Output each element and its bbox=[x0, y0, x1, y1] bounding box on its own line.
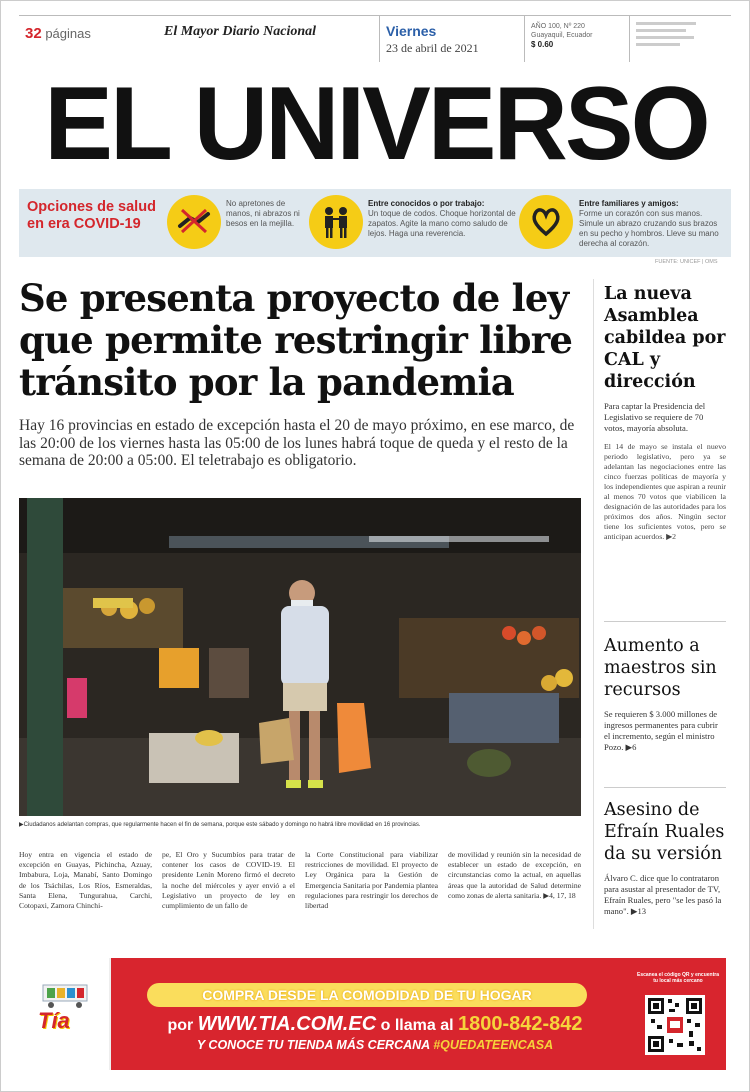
main-story-body bbox=[19, 850, 581, 930]
covid-tip-3-heading: Entre familiares y amigos: bbox=[579, 199, 679, 208]
masthead-logo[interactable]: EL UNIVERSO bbox=[44, 66, 708, 182]
sidebar-story-2-intro: Se requieren $ 3.000 millones de ingresos permanentes para cubrir el incremento, según el ministro Pozo. ▶6 bbox=[604, 709, 718, 752]
sidebar-story-ruales bbox=[604, 799, 726, 917]
weekday: Viernes bbox=[386, 23, 437, 39]
body-column-4: de movilidad y reunión sin la necesidad de establecer un estado de excepción, en circunstancias como la actual, en aquellas áreas que la autoridad de Salud determine como zonas de alerta sanitaria. ▶4, 17, 18 bbox=[448, 850, 581, 900]
edition-box bbox=[524, 16, 629, 62]
sidebar-story-3-intro: Álvaro C. dice que lo contrataron para asustar al presentador de TV, Efraín Ruales, pero "se les pasó la mano". ▶13 bbox=[604, 873, 722, 916]
sidebar-divider bbox=[604, 787, 726, 788]
ad-url[interactable]: WWW.TIA.COM.EC bbox=[197, 1013, 377, 1035]
covid-source: FUENTE: UNICEF | OMS bbox=[655, 259, 718, 265]
market-photo bbox=[19, 498, 581, 816]
edition-number: AÑO 100, Nº 220 bbox=[531, 23, 585, 30]
sidebar-story-teachers bbox=[604, 635, 726, 753]
covid-strip-title: Opciones de salud en era COVID-19 bbox=[27, 199, 156, 232]
ad-hashtag: #QUEDATEENCASA bbox=[433, 1038, 554, 1052]
ad-line-pre: por bbox=[167, 1017, 194, 1034]
covid-tips-strip bbox=[19, 189, 731, 257]
column-divider bbox=[593, 279, 594, 929]
tia-logo-panel bbox=[19, 958, 111, 1070]
sidebar-story-1-headline[interactable]: La nueva Asamblea cabildea por CAL y dirección bbox=[604, 284, 726, 392]
covid-tip-2 bbox=[368, 199, 516, 239]
page-count bbox=[25, 25, 91, 42]
date-box bbox=[379, 16, 524, 62]
ad-sub-text: Y CONOCE TU TIENDA MÁS CERCANA bbox=[196, 1038, 430, 1052]
ad-phone[interactable]: 1800-842-842 bbox=[457, 1013, 583, 1035]
page-count-label: páginas bbox=[45, 26, 91, 41]
photo-caption: ▶Ciudadanos adelantan compras, que regularmente hacen el fin de semana, porque este sábado y domingo no habrá libre movilidad en 16 provincias. bbox=[19, 822, 421, 828]
sidebar-story-assembly bbox=[604, 283, 726, 542]
ad-line-mid: o llama al bbox=[380, 1017, 454, 1034]
sidebar-story-1-intro: Para captar la Presidencia del Legislativo se requiere de 70 votos, mayoría absoluta. bbox=[604, 401, 706, 433]
heart-hands-icon bbox=[519, 195, 573, 249]
ad-contact-line bbox=[115, 1012, 635, 1038]
qr-code-icon[interactable] bbox=[645, 995, 705, 1055]
main-headline[interactable]: Se presenta proyecto de ley que permite restringir libre tránsito por la pandemia bbox=[19, 276, 573, 404]
body-column-3: la Corte Constitucional para viabilizar restricciones de movilidad. El proyecto de Ley Orgánica para la Gestión de Emergencia Sanitaria por Pandemia plantea regulaciones para restringir los derechos de libertad bbox=[305, 850, 438, 911]
issue-date: 23 de abril de 2021 bbox=[386, 41, 479, 55]
tia-brand: Tía bbox=[38, 1008, 70, 1033]
top-info-bar bbox=[19, 15, 731, 61]
main-dek: Hay 16 provincias en estado de excepción hasta el 20 de mayo próximo, en ese marco, de las 20:00 de los viernes hasta las 05:00 de los lunes habrá toque de queda y el resto de la semana de 20:00 a 05:00. El teletrabajo es obligatorio. bbox=[19, 417, 575, 469]
sidebar-story-1-body: El 14 de mayo se instala el nuevo periodo legislativo, pero ya se adelantan las negociaciones entre las cinco fuerzas políticas de mayoría y los independientes que aspiran a reunir al menos 70 votos que viabilicen la designación de las autoridades para los próximos dos años. Ningún sector tiene los suficientes votos, pero se anticipan acuerdos. ▶2 bbox=[604, 442, 726, 541]
covid-tip-1-text: No apretones de manos, ni abrazos ni besos en la mejilla. bbox=[226, 199, 300, 228]
no-handshake-icon bbox=[167, 195, 221, 249]
shopping-cart-icon bbox=[35, 983, 95, 1009]
covid-tip-1 bbox=[226, 199, 308, 229]
covid-tip-3-text: Forme un corazón con sus manos. Simule un abrazo cruzando sus brazos en su pecho y hombros. Lleve su mano derecha al corazón. bbox=[579, 209, 719, 248]
fine-print-box bbox=[629, 16, 731, 62]
sidebar-story-3-headline[interactable]: Asesino de Efraín Ruales da su versión bbox=[604, 800, 725, 864]
ad-subline bbox=[115, 1038, 635, 1052]
page-count-number: 32 bbox=[25, 25, 42, 42]
coworkers-icon bbox=[309, 195, 363, 249]
ad-headline-pill: COMPRA DESDE LA COMODIDAD DE TU HOGAR bbox=[147, 983, 587, 1007]
tagline: El Mayor Diario Nacional bbox=[164, 24, 317, 39]
sidebar-divider bbox=[604, 621, 726, 622]
covid-tip-3 bbox=[579, 199, 727, 249]
price: $ 0.60 bbox=[531, 40, 554, 49]
covid-tip-2-heading: Entre conocidos o por trabajo: bbox=[368, 199, 485, 208]
body-column-1: Hoy entra en vigencia el estado de excepción en Guayas, Pichincha, Azuay, Imbabura, Loja, Manabí, Santo Domingo de los Tsáchilas, Los Ríos, Esmeraldas, Santa Elena, Tungurahua, Carchi, Cotopaxi, Zamora Chinchi- bbox=[19, 850, 152, 911]
edition-city: Guayaquil, Ecuador bbox=[531, 32, 593, 39]
sidebar-story-2-headline[interactable]: Aumento a maestros sin recursos bbox=[604, 636, 717, 700]
covid-tip-2-text: Un toque de codos. Choque horizontal de zapatos. Agite la mano como saludo de lejos. Haga una reverencia. bbox=[368, 209, 516, 238]
tia-advertisement[interactable] bbox=[19, 958, 726, 1070]
qr-instructions: Escanea el código QR y encuentra tu local más cercano bbox=[637, 972, 719, 984]
body-column-2: pe, El Oro y Sucumbíos para tratar de contener los casos de COVID-19. El presidente Lenín Moreno firmó el decreto la noche del miércoles y ayer envió a el Legislativo un proyecto de ley en cumplimiento de un fallo de bbox=[162, 850, 295, 911]
